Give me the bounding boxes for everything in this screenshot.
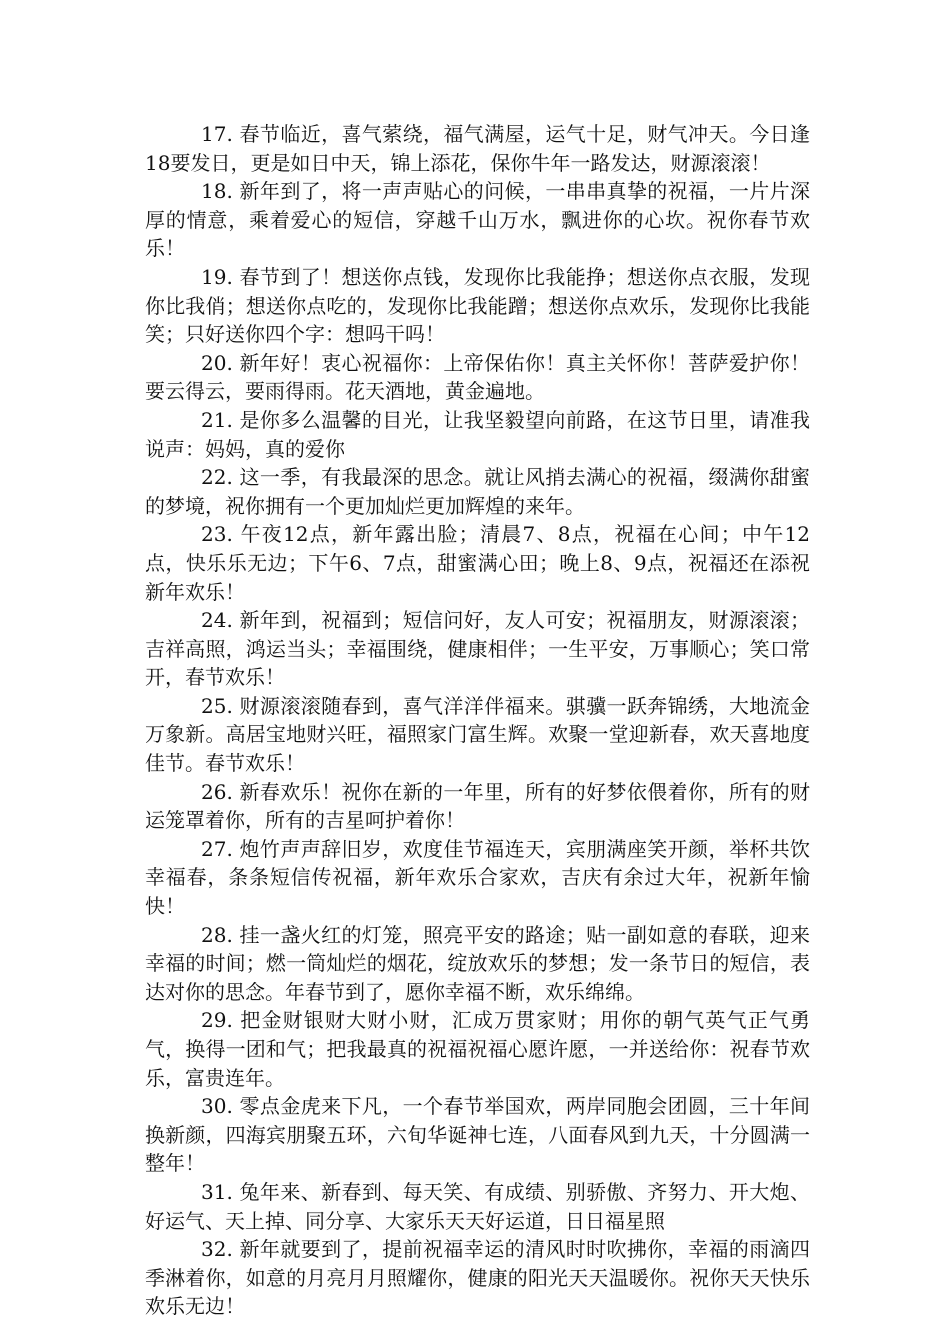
paragraph-31: 31. 兔年来、新春到、每天笑、有成绩、别骄傲、齐努力、开大炮、好运气、天上掉、同分享、大家乐天天好运道，日日福星照 xyxy=(145,1179,810,1233)
paragraph-25: 25. 财源滚滚随春到，喜气洋洋伴福来。骐骥一跃奔锦绣，大地流金万象新。高居宝地财兴旺，福照家门富生辉。欢聚一堂迎新春，欢天喜地度佳节。春节欢乐！ xyxy=(145,693,810,776)
paragraph-27: 27. 炮竹声声辞旧岁，欢度佳节福连天，宾朋满座笑开颜，举杯共饮幸福春，条条短信传祝福，新年欢乐合家欢，吉庆有余过大年，祝新年愉快！ xyxy=(145,836,810,919)
paragraph-30: 30. 零点金虎来下凡，一个春节举国欢，两岸同胞会团圆，三十年间换新颜，四海宾朋聚五环，六旬华诞神七连，八面春风到九天，十分圆满一整年！ xyxy=(145,1094,810,1176)
paragraph-22: 22. 这一季，有我最深的思念。就让风捎去满心的祝福，缀满你甜蜜的梦境，祝你拥有一个更加灿烂更加辉煌的来年。 xyxy=(145,465,810,518)
paragraph-24: 24. 新年到，祝福到；短信问好，友人可安；祝福朋友，财源滚滚；吉祥高照，鸿运当头；幸福围绕，健康相伴；一生平安，万事顺心；笑口常开，春节欢乐！ xyxy=(145,608,810,690)
paragraph-21: 21. 是你多么温馨的目光，让我坚毅望向前路，在这节日里，请准我说声：妈妈，真的爱你 xyxy=(145,407,810,461)
paragraph-18: 18. 新年到了，将一声声贴心的问候，一串串真挚的祝福，一片片深厚的情意，乘着爱心的短信，穿越千山万水，飘进你的心坎。祝你春节欢乐！ xyxy=(145,179,810,261)
paragraph-20: 20. 新年好！衷心祝福你：上帝保佑你！真主关怀你！菩萨爱护你！要云得云，要雨得雨。花天酒地，黄金遍地。 xyxy=(145,350,810,404)
paragraph-19: 19. 春节到了！想送你点钱，发现你比我能挣；想送你点衣服，发现你比我俏；想送你点吃的，发现你比我能蹭；想送你点欢乐，发现你比我能笑；只好送你四个字：想吗干吗！ xyxy=(145,264,810,347)
paragraph-17: 17. 春节临近，喜气萦绕，福气满屋，运气十足，财气冲天。今日逢18要发日，更是如日中天，锦上添花，保你牛年一路发达，财源滚滚！ xyxy=(145,122,810,175)
paragraph-28: 28. 挂一盏火红的灯笼，照亮平安的路途；贴一副如意的春联，迎来幸福的时间；燃一筒灿烂的烟花，绽放欢乐的梦想；发一条节日的短信，表达对你的思念。年春节到了，愿你幸福不断，欢乐绵绵。 xyxy=(145,922,810,1004)
document-body xyxy=(145,120,810,1321)
paragraph-29: 29. 把金财银财大财小财，汇成万贯家财；用你的朝气英气正气勇气，换得一团和气；把我最真的祝福祝福心愿许愿，一并送给你：祝春节欢乐，富贵连年。 xyxy=(145,1008,810,1090)
paragraph-26: 26. 新春欢乐！祝你在新的一年里，所有的好梦依偎着你，所有的财运笼罩着你，所有的吉星呵护着你！ xyxy=(145,779,810,833)
paragraph-23: 23. 午夜12点，新年露出脸；清晨7、8点，祝福在心间；中午12点，快乐乐无边；下午6、7点，甜蜜满心田；晚上8、9点，祝福还在添祝新年欢乐！ xyxy=(145,522,810,604)
paragraph-32: 32. 新年就要到了，提前祝福幸运的清风时时吹拂你，幸福的雨滴四季淋着你，如意的月亮月月照耀你，健康的阳光天天温暖你。祝你天天快乐欢乐无边！ xyxy=(145,1237,810,1319)
